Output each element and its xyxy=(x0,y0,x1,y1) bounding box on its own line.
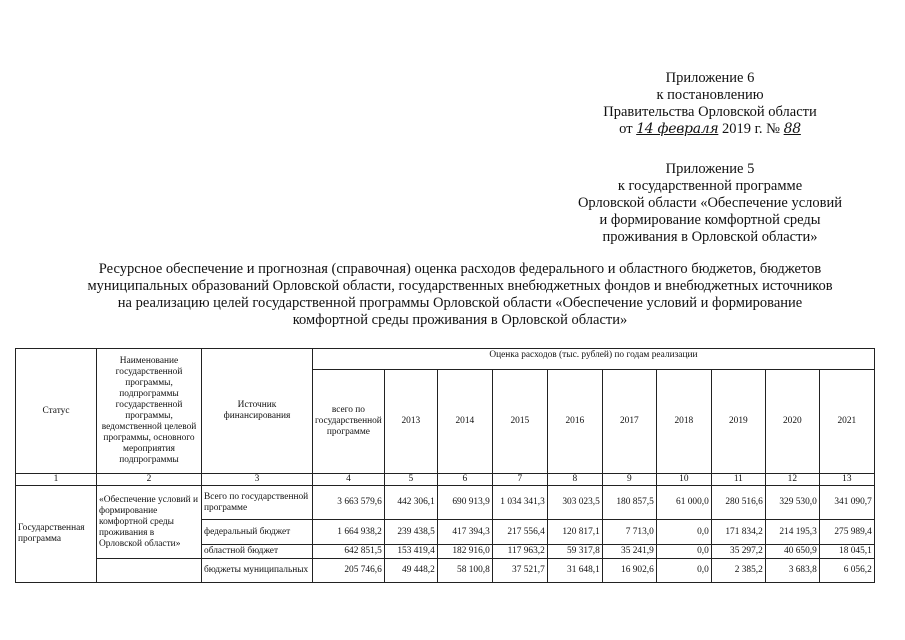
document-title xyxy=(50,261,870,329)
header-year: 2019 xyxy=(711,370,765,474)
value-cell: 1 034 341,3 xyxy=(492,486,547,520)
column-number: 4 xyxy=(313,474,385,486)
value-cell: 120 817,1 xyxy=(547,520,602,545)
value-cell: 205 746,6 xyxy=(313,559,385,583)
value-cell: 0,0 xyxy=(656,559,711,583)
value-cell: 217 556,4 xyxy=(492,520,547,545)
header-year: 2015 xyxy=(492,370,547,474)
appendix-6-title: Приложение 6 xyxy=(665,70,755,86)
column-number: 5 xyxy=(384,474,437,486)
value-cell: 171 834,2 xyxy=(711,520,765,545)
header-year: 2021 xyxy=(819,370,874,474)
header-funding-source: Источник финансирования xyxy=(202,349,313,474)
funding-source-cell: Всего по государственной программе xyxy=(202,486,313,520)
document-title-line-3: на реализацию целей государственной программы Орловской области «Обеспечение условий и формирование xyxy=(117,295,803,311)
value-cell: 37 521,7 xyxy=(492,559,547,583)
appendix-6-header xyxy=(540,70,880,138)
value-cell: 642 851,5 xyxy=(313,545,385,559)
value-cell: 275 989,4 xyxy=(819,520,874,545)
value-cell: 239 438,5 xyxy=(384,520,437,545)
document-title-line-1: Ресурсное обеспечение и прогнозная (справочная) оценка расходов федерального и областного бюджетов, бюджетов xyxy=(98,261,822,277)
column-number: 10 xyxy=(656,474,711,486)
value-cell: 40 650,9 xyxy=(765,545,819,559)
value-cell: 442 306,1 xyxy=(384,486,437,520)
table-row xyxy=(16,486,875,520)
value-cell: 690 913,9 xyxy=(437,486,492,520)
value-cell: 280 516,6 xyxy=(711,486,765,520)
value-cell: 0,0 xyxy=(656,545,711,559)
appendix-5-line5: проживания в Орловской области» xyxy=(602,229,818,245)
value-cell: 117 963,2 xyxy=(492,545,547,559)
value-cell: 6 056,2 xyxy=(819,559,874,583)
appendix-6-line3: Правительства Орловской области xyxy=(603,104,817,120)
value-cell: 0,0 xyxy=(656,520,711,545)
column-number: 8 xyxy=(547,474,602,486)
header-year: 2020 xyxy=(765,370,819,474)
value-cell: 2 385,2 xyxy=(711,559,765,583)
resource-table xyxy=(15,348,875,583)
date-prefix: от xyxy=(619,121,633,137)
value-cell: 59 317,8 xyxy=(547,545,602,559)
appendix-5-header xyxy=(540,161,880,246)
value-cell: 341 090,7 xyxy=(819,486,874,520)
handwritten-date: 14 февраля xyxy=(636,121,719,137)
column-number: 2 xyxy=(97,474,202,486)
value-cell: 3 683,8 xyxy=(765,559,819,583)
value-cell: 18 045,1 xyxy=(819,545,874,559)
appendix-5-line2: к государственной программе xyxy=(617,178,803,194)
value-cell: 35 297,2 xyxy=(711,545,765,559)
value-cell: 35 241,9 xyxy=(602,545,656,559)
column-number: 13 xyxy=(819,474,874,486)
header-estimate: Оценка расходов (тыс. рублей) по годам реализации xyxy=(313,349,875,370)
header-year: 2018 xyxy=(656,370,711,474)
header-year: 2013 xyxy=(384,370,437,474)
program-name-cell: «Обеспечение условий и формирование комфортной среды проживания в Орловской области» xyxy=(97,486,202,559)
value-cell: 1 664 938,2 xyxy=(313,520,385,545)
value-cell: 153 419,4 xyxy=(384,545,437,559)
value-cell: 303 023,5 xyxy=(547,486,602,520)
table-header-row-1 xyxy=(16,349,875,370)
value-cell: 16 902,6 xyxy=(602,559,656,583)
appendix-6-date-line xyxy=(540,121,880,138)
value-cell: 61 000,0 xyxy=(656,486,711,520)
value-cell: 182 916,0 xyxy=(437,545,492,559)
funding-source-cell: федеральный бюджет xyxy=(202,520,313,545)
document-title-line-4: комфортной среды проживания в Орловской области» xyxy=(292,312,628,328)
year-number-label: 2019 г. № xyxy=(721,121,780,137)
funding-source-cell: областной бюджет xyxy=(202,545,313,559)
header-year: 2017 xyxy=(602,370,656,474)
status-cell: Государственная программа xyxy=(16,486,97,583)
column-number: 11 xyxy=(711,474,765,486)
empty-name-cell xyxy=(97,559,202,583)
value-cell: 329 530,0 xyxy=(765,486,819,520)
value-cell: 31 648,1 xyxy=(547,559,602,583)
appendix-5-line3: Орловской области «Обеспечение условий xyxy=(577,195,843,211)
value-cell: 58 100,8 xyxy=(437,559,492,583)
column-number-row xyxy=(16,474,875,486)
column-number: 9 xyxy=(602,474,656,486)
handwritten-number: 88 xyxy=(783,121,801,137)
funding-source-cell: бюджеты муниципальных xyxy=(202,559,313,583)
header-year: 2014 xyxy=(437,370,492,474)
value-cell: 49 448,2 xyxy=(384,559,437,583)
table-row xyxy=(16,559,875,583)
header-year: 2016 xyxy=(547,370,602,474)
header-status: Статус xyxy=(16,349,97,474)
column-number: 12 xyxy=(765,474,819,486)
column-number: 1 xyxy=(16,474,97,486)
column-number: 3 xyxy=(202,474,313,486)
column-number: 7 xyxy=(492,474,547,486)
header-total: всего по государственной программе xyxy=(313,370,385,474)
header-program-name: Наименование государственной программы, подпрограммы государственной программы, ведомственной целевой программы, основного мероприятия подпрограммы xyxy=(97,349,202,474)
document-title-line-2: муниципальных образований Орловской области, государственных внебюджетных фондов и внебюджетных источников xyxy=(87,278,833,294)
appendix-5-title: Приложение 5 xyxy=(665,161,755,177)
value-cell: 3 663 579,6 xyxy=(313,486,385,520)
appendix-6-line2: к постановлению xyxy=(656,87,764,103)
value-cell: 180 857,5 xyxy=(602,486,656,520)
value-cell: 417 394,3 xyxy=(437,520,492,545)
column-number: 6 xyxy=(437,474,492,486)
appendix-5-line4: и формирование комфортной среды xyxy=(599,212,821,228)
value-cell: 7 713,0 xyxy=(602,520,656,545)
value-cell: 214 195,3 xyxy=(765,520,819,545)
